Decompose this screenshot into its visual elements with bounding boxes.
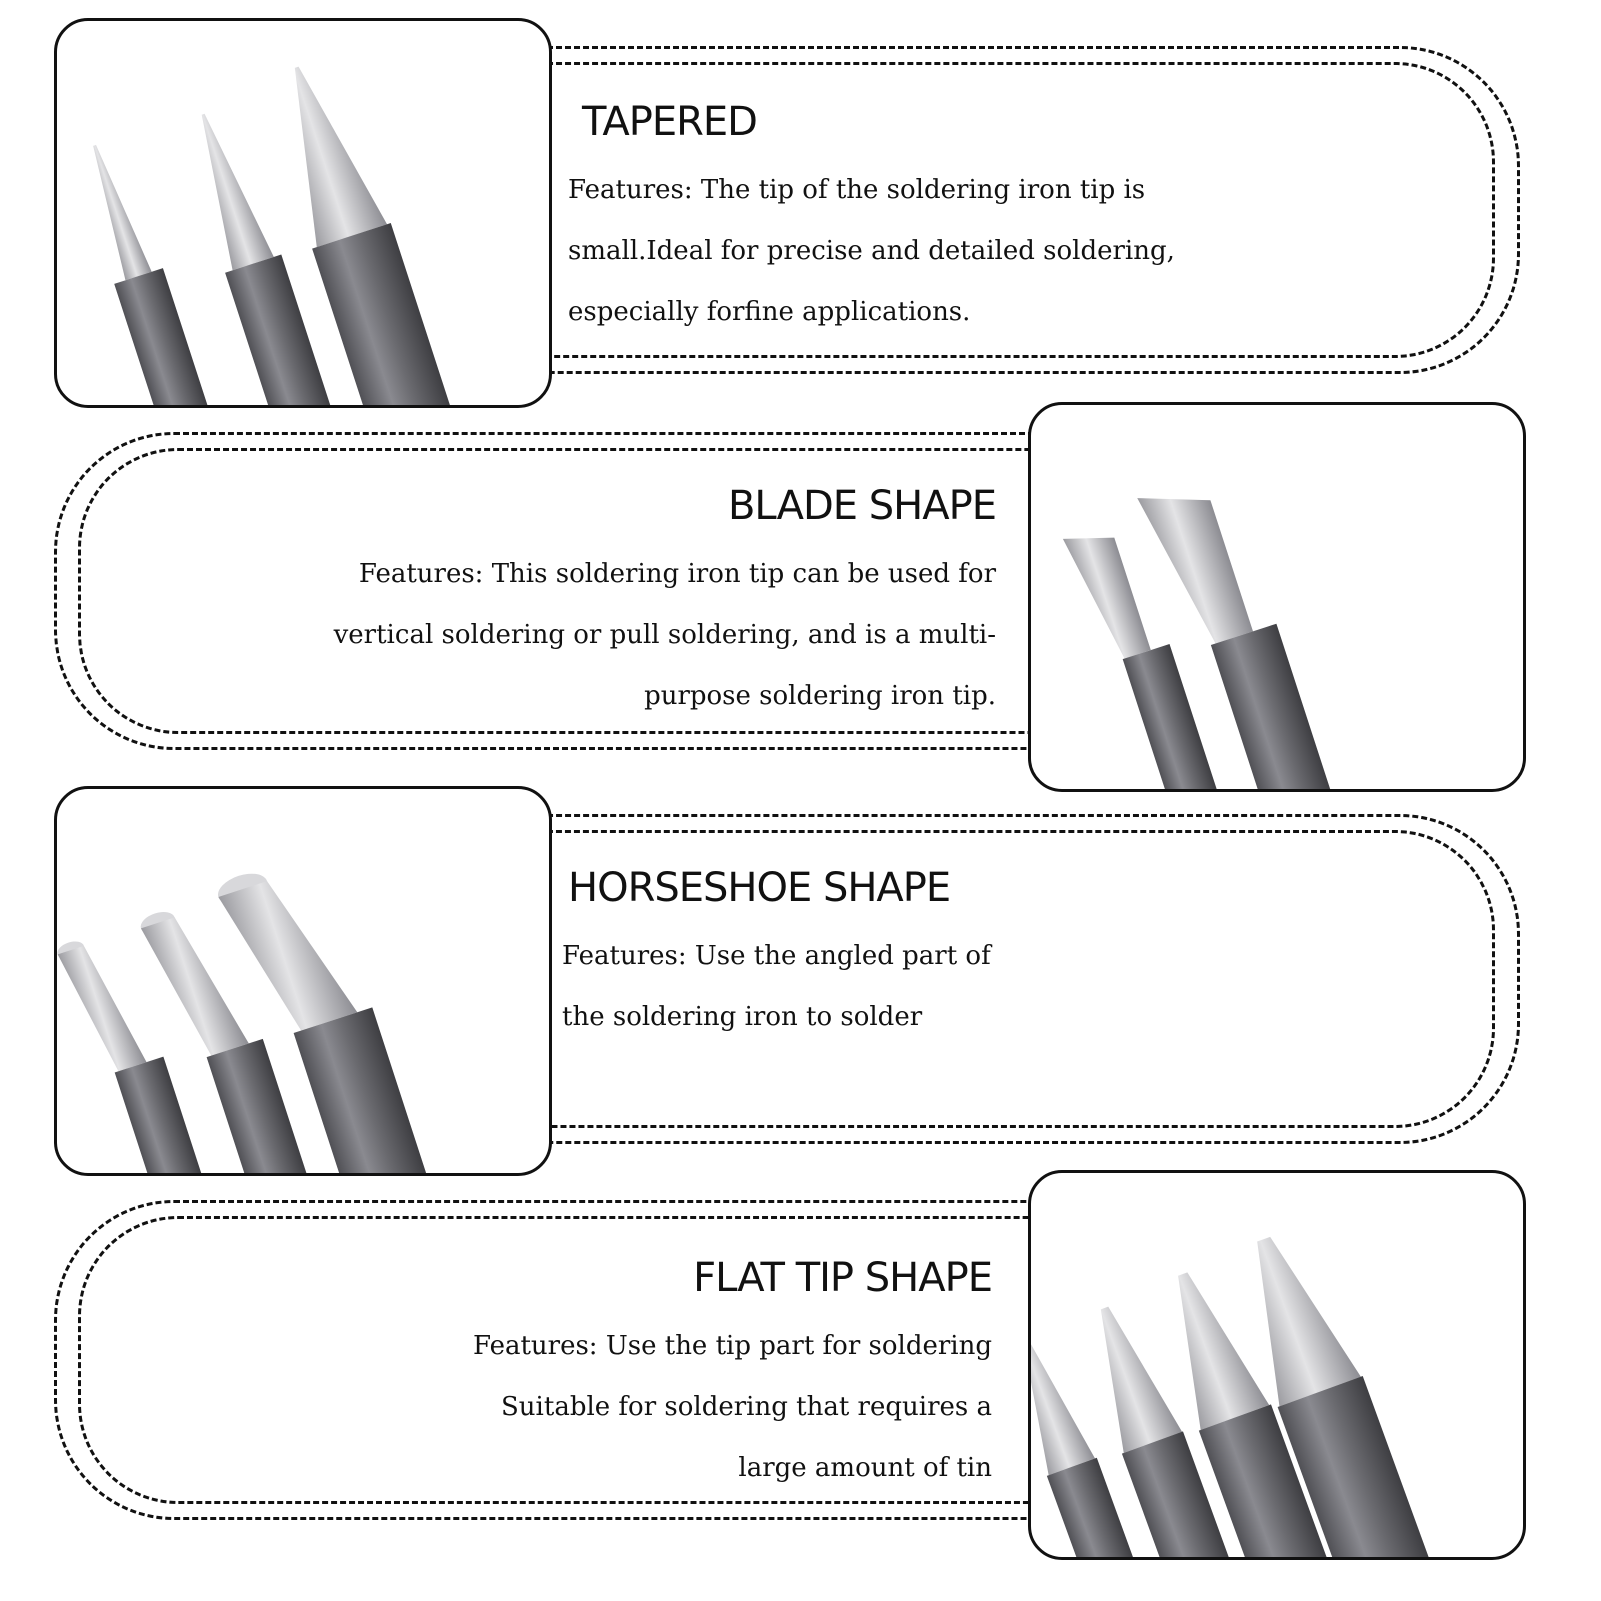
section-blade: [0, 402, 1601, 798]
blade-tips-image: [1028, 402, 1526, 792]
section-tapered: [0, 18, 1601, 414]
blade-text: [300, 482, 996, 727]
features-text: Features: This soldering iron tip can be used for vertical soldering or pull soldering, and is a multi-purpose soldering iron tip.: [333, 559, 996, 711]
flat-tips-icon: [1031, 1173, 1523, 1557]
section-horseshoe: [0, 786, 1601, 1182]
tapered-tips-icon: [57, 21, 549, 405]
features-text: Features: Use the angled part of the soldering iron to solder: [562, 941, 991, 1032]
features-text: Features: The tip of the soldering iron tip is small.Ideal for precise and detailed soldering, especially forfine applications.: [568, 175, 1175, 327]
horseshoe-text: [562, 864, 1022, 1048]
blade-tips-icon: [1031, 405, 1523, 789]
section-title: BLADE SHAPE: [727, 483, 996, 529]
horseshoe-tips-image: [54, 786, 552, 1176]
section-flat-tip: [0, 1170, 1601, 1566]
features-text: Features: Use the tip part for soldering Suitable for soldering that requires a large amount of tin: [472, 1331, 992, 1483]
tapered-text: [568, 98, 1228, 343]
flat-tip-text: [470, 1254, 992, 1499]
section-title: TAPERED: [582, 99, 757, 145]
horseshoe-tips-icon: [57, 789, 549, 1173]
flat-tips-image: [1028, 1170, 1526, 1560]
section-title: FLAT TIP SHAPE: [693, 1255, 992, 1301]
section-title: HORSESHOE SHAPE: [568, 865, 951, 911]
tapered-tips-image: [54, 18, 552, 408]
